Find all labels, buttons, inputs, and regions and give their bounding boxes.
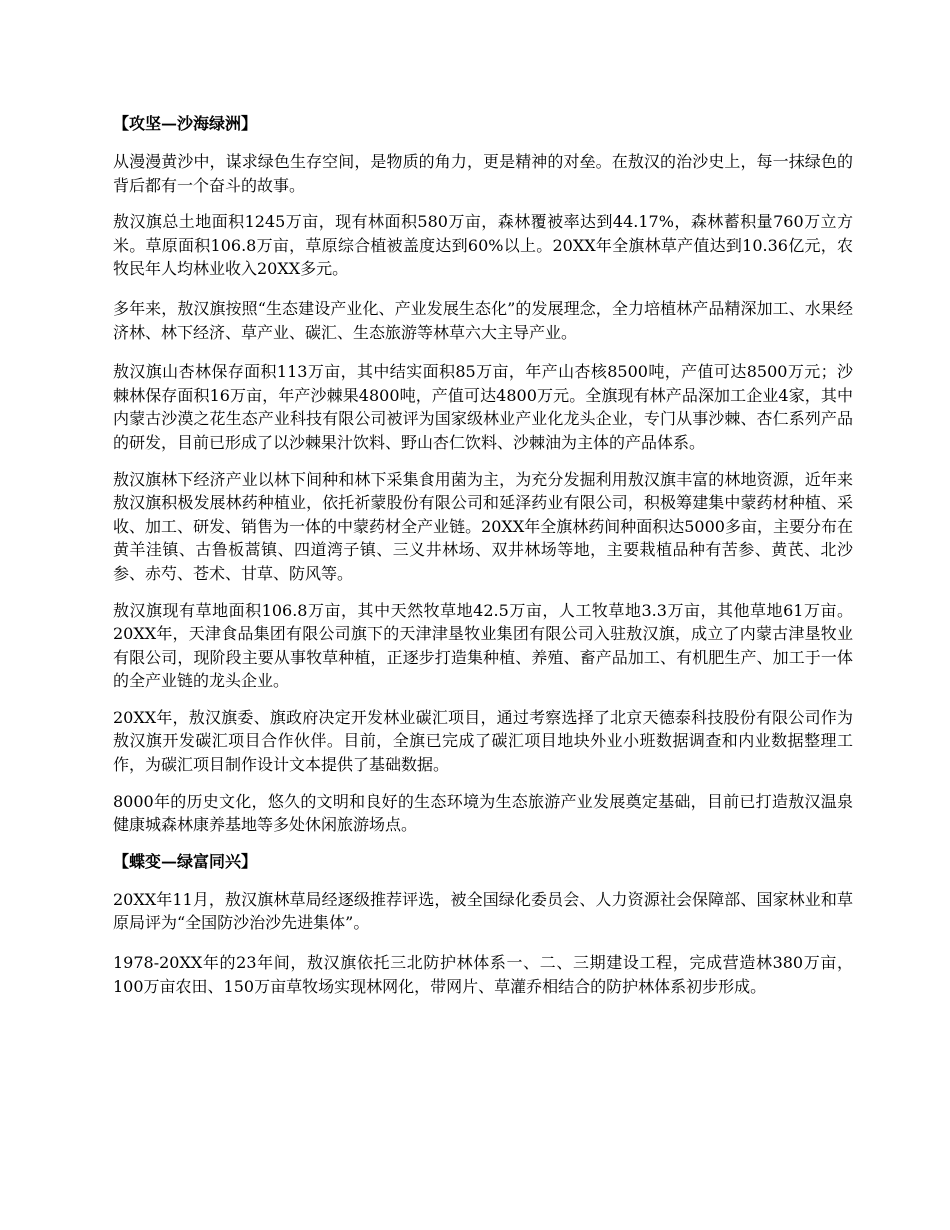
paragraph-carbon-sink: 20XX年，敖汉旗委、旗政府决定开发林业碳汇项目，通过考察选择了北京天德泰科技股份有限公司作为敖汉旗开发碳汇项目合作伙伴。目前，全旗已完成了碳汇项目地块外业小班数据调查和内业数据整理工作，为碳汇项目制作设计文本提供了基础数据。	[113, 707, 853, 775]
section-heading-gongjian: 【攻坚—沙海绿洲】	[113, 114, 258, 133]
paragraph-shelterbelt: 1978-20XX年的23年间，敖汉旗依托三北防护林体系一、二、三期建设工程，完成营造林380万亩，100万亩农田、150万亩草牧场实现林网化，带网片、草灌乔相结合的防护林体系初步形成。	[113, 953, 853, 996]
paragraph-grassland: 敖汉旗现有草地面积106.8万亩，其中天然牧草地42.5万亩，人工牧草地3.3万亩，其他草地61万亩。20XX年，天津食品集团有限公司旗下的天津津垦牧业集团有限公司入驻敖汉旗，成立了内蒙古津垦牧业有限公司，现阶段主要从事牧草种植，正逐步打造集种植、养殖、畜产品加工、有机肥生产、加工于一体的全产业链的龙头企业。	[113, 600, 853, 691]
paragraph-award: 20XX年11月，敖汉旗林草局经逐级推荐评选，被全国绿化委员会、人力资源社会保障部、国家林业和草原局评为“全国防沙治沙先进集体”。	[113, 889, 853, 933]
paragraph-intro: 从漫漫黄沙中，谋求绿色生存空间，是物质的角力，更是精神的对垒。在敖汉的治沙史上，每一抹绿色的背后都有一个奋斗的故事。	[113, 152, 853, 195]
document-page	[113, 112, 853, 1011]
section-heading-diebian: 【蝶变—绿富同兴】	[113, 851, 258, 871]
paragraph-apricot-seabuckthorn: 敖汉旗山杏林保存面积113万亩，其中结实面积85万亩，年产山杏核8500吨，产值可达8500万元；沙棘林保存面积16万亩，年产沙棘果4800吨，产值可达4800万元。全旗现有林产品深加工企业4家，其中内蒙古沙漠之花生态产业科技有限公司被评为国家级林业产业化龙头企业，专门从事沙棘、杏仁系列产品的研发，目前已形成了以沙棘果汁饮料、野山杏仁饮料、沙棘油为主体的产品体系。	[113, 362, 853, 452]
paragraph-development-concept: 多年来，敖汉旗按照“生态建设产业化、产业发展生态化”的发展理念，全力培植林产品精深加工、水果经济林、林下经济、草产业、碳汇、生态旅游等林草六大主导产业。	[113, 298, 853, 342]
paragraph-eco-tourism: 8000年的历史文化，悠久的文明和良好的生态环境为生态旅游产业发展奠定基础，目前已打造敖汉温泉健康城森林康养基地等多处休闲旅游场点。	[113, 791, 853, 835]
paragraph-land-area: 敖汉旗总土地面积1245万亩，现有林面积580万亩，森林覆被率达到44.17%，森林蓄积量760万立方米。草原面积106.8万亩，草原综合植被盖度达到60%以上。20XX年全旗林草产值达到10.36亿元，农牧民年人均林业收入20XX多元。	[113, 212, 853, 279]
paragraph-understory-economy: 敖汉旗林下经济产业以林下间种和林下采集食用菌为主，为充分发掘利用敖汉旗丰富的林地资源，近年来敖汉旗积极发展林药种植业，依托祈蒙股份有限公司和延泽药业有限公司，积极筹建集中蒙药材种植、采收、加工、研发、销售为一体的中蒙药材全产业链。20XX年全旗林药间种面积达5000多亩，主要分布在黄羊洼镇、古鲁板蒿镇、四道湾子镇、三义井林场、双井林场等地，主要栽植品种有苦参、黄芪、北沙参、赤芍、苍术、甘草、防风等。	[113, 469, 853, 583]
